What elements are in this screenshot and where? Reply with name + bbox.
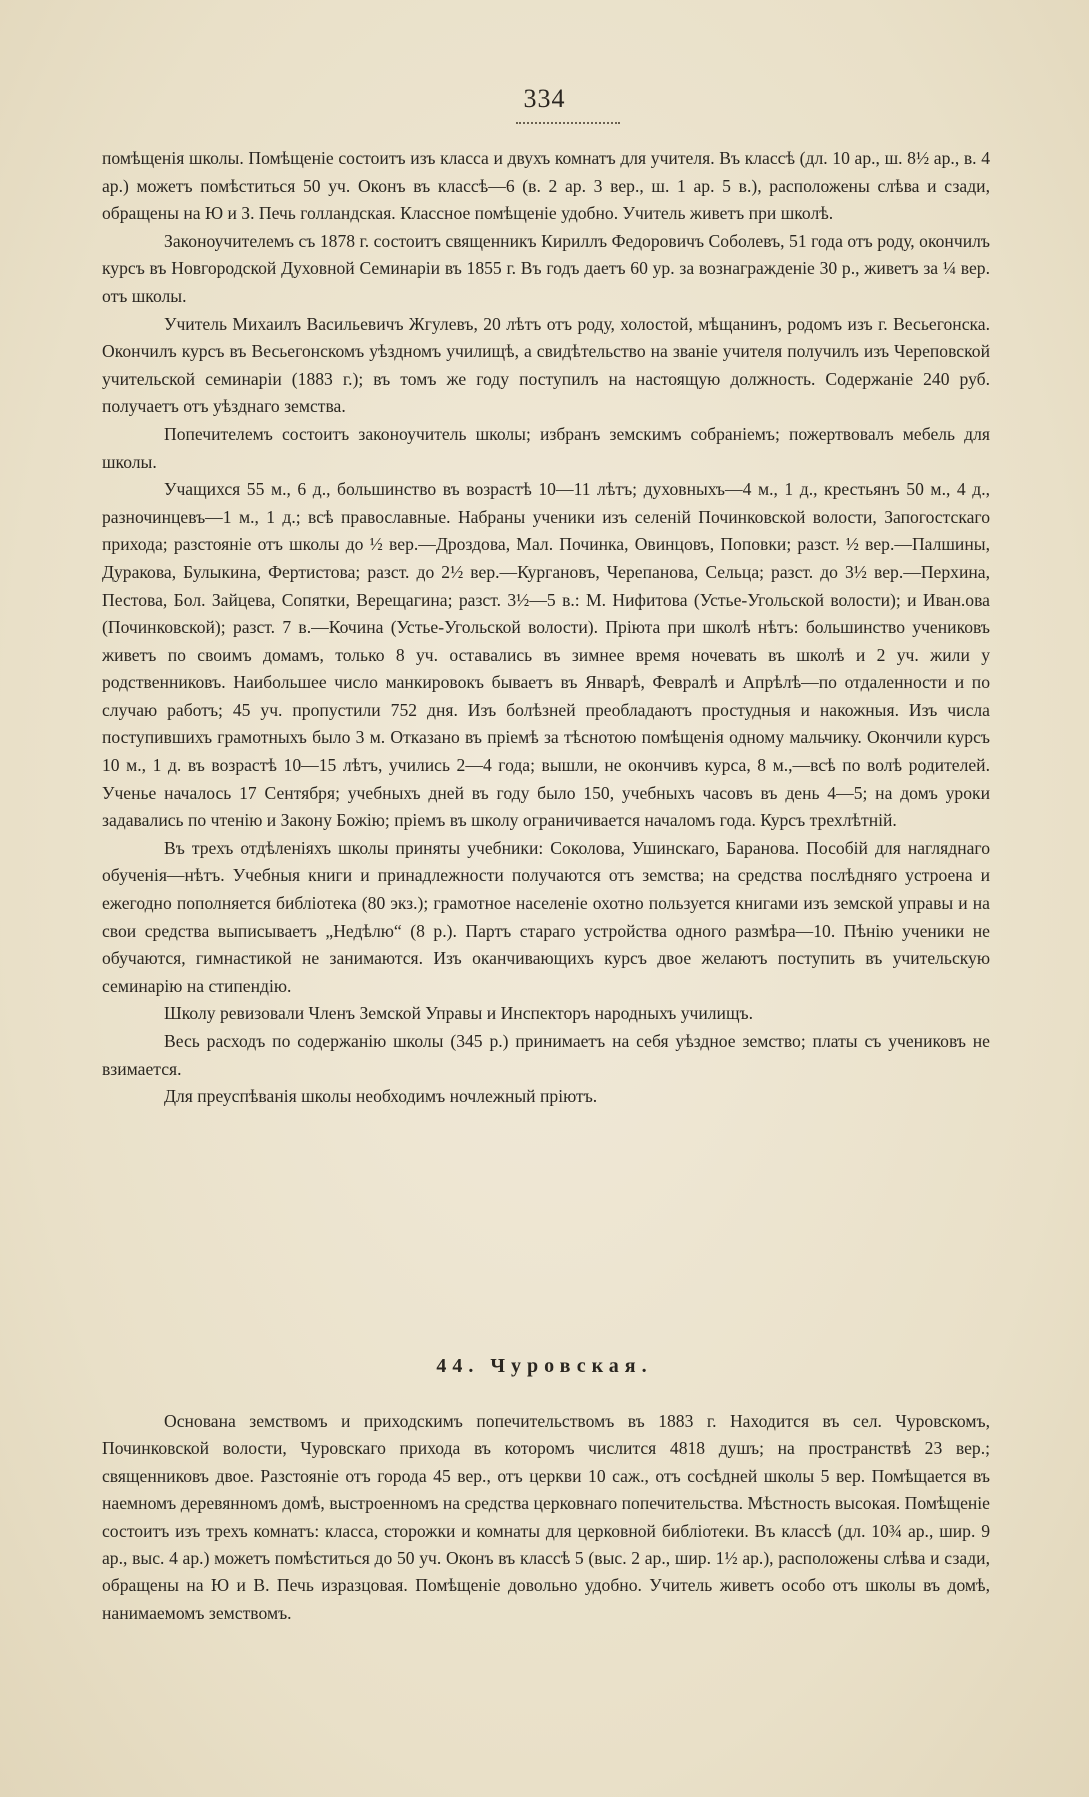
body-text: [102, 145, 990, 1111]
paragraph: Въ трехъ отдѣленіяхъ школы приняты учебники: Соколова, Ушинскаго, Баранова. Пособій для нагляднаго обученія—нѣтъ. Учебныя книги и принадлежности получаются отъ земства; на средства послѣдняго устроена и ежегодно пополняется библіотека (80 экз.); грамотное населеніе охотно пользуется книгами изъ земской управы и на свои средства выписываетъ „Недѣлю“ (8 р.). Партъ стараго устройства одного размѣра—10. Пѣнію ученики не обучаются, гимнастикой не занимаются. Изъ оканчивающихъ курсъ двое желаютъ поступить въ учительскую семинарію на стипендію.: [102, 837, 990, 996]
section-body-text: [102, 1408, 990, 1627]
section-heading: 44. Чуровская.: [436, 1355, 653, 1377]
paragraph: Законоучителемъ съ 1878 г. состоитъ священникъ Кириллъ Федоровичъ Соболевъ, 51 года отъ роду, окончилъ курсъ въ Новгородской Духовной Семинаріи въ 1855 г. Въ годъ даетъ 60 ур. за вознагражденіе 30 р., живетъ за ¼ вер. отъ школы.: [102, 230, 990, 306]
page-number: 334: [523, 84, 566, 113]
paragraph: Учитель Михаилъ Васильевичъ Жгулевъ, 20 лѣтъ отъ роду, холостой, мѣщанинъ, родомъ изъ г. Весьегонска. Окончилъ курсъ въ Весьегонскомъ уѣздномъ училищѣ, а свидѣтельство на званіе учителя получилъ изъ Череповской учительской семинаріи (1883 г.); въ томъ же году поступилъ на настоящую должность. Содержаніе 240 руб. получаетъ отъ уѣзднаго земства.: [102, 313, 990, 417]
paragraph: Для преуспѣванія школы необходимъ ночлежный пріютъ.: [164, 1086, 598, 1107]
paragraph: Школу ревизовали Членъ Земской Управы и Инспекторъ народныхъ училищъ.: [164, 1003, 754, 1024]
paragraph: Учащихся 55 м., 6 д., большинство въ возрастѣ 10—11 лѣтъ; духовныхъ—4 м., 1 д., крестьянъ 50 м., 4 д., разночинцевъ—1 м., 1 д.; всѣ православные. Набраны ученики изъ селеній Починковской волости, Запогостскаго прихода; разстояніе отъ школы до ½ вер.—Дроздова, Мал. Починка, Овинцовъ, Поповки; разст. ½ вер.—Палшины, Дуракова, Булыкина, Фертистова; разст. до 2½ вер.—Кургановъ, Черепанова, Сельца; разст. до 3½ вер.—Перхина, Пестова, Бол. Зайцева, Сопятки, Верещагина; разст. 3½—5 в.: М. Нифитова (Устье-Угольской волости); и Иван.ова (Починковской); разст. 7 в.—Кочина (Устье-Угольской волости). Пріюта при школѣ нѣтъ: большинство учениковъ живетъ по своимъ домамъ, только 8 уч. оставались въ зимнее время ночевать въ школѣ и 2 уч. жили у родственниковъ. Наибольшее число манкировокъ бываетъ въ Январѣ, Февралѣ и Апрѣлѣ—по отдаленности и по случаю работъ; 45 уч. пропустили 752 дня. Изъ болѣзней преобладаютъ простудныя и накожныя. Изъ числа поступившихъ грамотныхъ было 3 м. Отказано въ пріемѣ за тѣснотою помѣщенія одному мальчику. Окончили курсъ 10 м., 1 д. въ возрастѣ 10—15 лѣтъ, учились 2—4 года; вышли, не окончивъ курса, 8 м.,—всѣ по волѣ родителей. Ученье началось 17 Сентября; учебныхъ дней въ году было 150, учебныхъ часовъ въ день 4—5; на домъ уроки задавались по чтенію и Закону Божію; пріемъ въ школу ограничивается началомъ года. Курсъ трехлѣтній.: [102, 479, 990, 831]
page-number-rule: [516, 122, 620, 124]
paragraph: помѣщенія школы. Помѣщеніе состоитъ изъ класса и двухъ комнатъ для учителя. Въ классѣ (дл. 10 ар., ш. 8½ ар., в. 4 ар.) можетъ помѣститься 50 уч. Оконъ въ классѣ—6 (в. 2 ар. 3 вер., ш. 1 ар. 5 в.), расположены слѣва и сзади, обращены на Ю и З. Печь голландская. Классное помѣщеніе удобно. Учитель живетъ при школѣ.: [102, 148, 990, 224]
paragraph: Основана земствомъ и приходскимъ попечительствомъ въ 1883 г. Находится въ сел. Чуровскомъ, Починковской волости, Чуровскаго прихода въ которомъ числится 4818 душъ; на пространствѣ 23 вер.; священниковъ двое. Разстояніе отъ города 45 вер., отъ церкви 10 саж., отъ сосѣдней школы 5 вер. Помѣщается въ наемномъ деревянномъ домѣ, выстроенномъ на средства церковнаго попечительства. Мѣстность высокая. Помѣщеніе состоитъ изъ трехъ комнатъ: класса, сторожки и комнаты для церковной библіотеки. Въ классѣ (дл. 10¾ ар., шир. 9 ар., выс. 4 ар.) можетъ помѣститься до 50 уч. Оконъ въ классѣ 5 (выс. 2 ар., шир. 1½ ар.), расположены слѣва и сзади, обращены на Ю и В. Печь изразцовая. Помѣщеніе довольно удобно. Учитель живетъ особо отъ школы въ домѣ, нанимаемомъ земствомъ.: [102, 1411, 990, 1623]
paragraph: Попечителемъ состоитъ законоучитель школы; избранъ земскимъ собраніемъ; пожертвовалъ мебель для школы.: [102, 423, 990, 472]
paragraph: Весь расходъ по содержанію школы (345 р.) принимаетъ на себя уѣздное земство; платы съ учениковъ не взимается.: [102, 1031, 990, 1079]
